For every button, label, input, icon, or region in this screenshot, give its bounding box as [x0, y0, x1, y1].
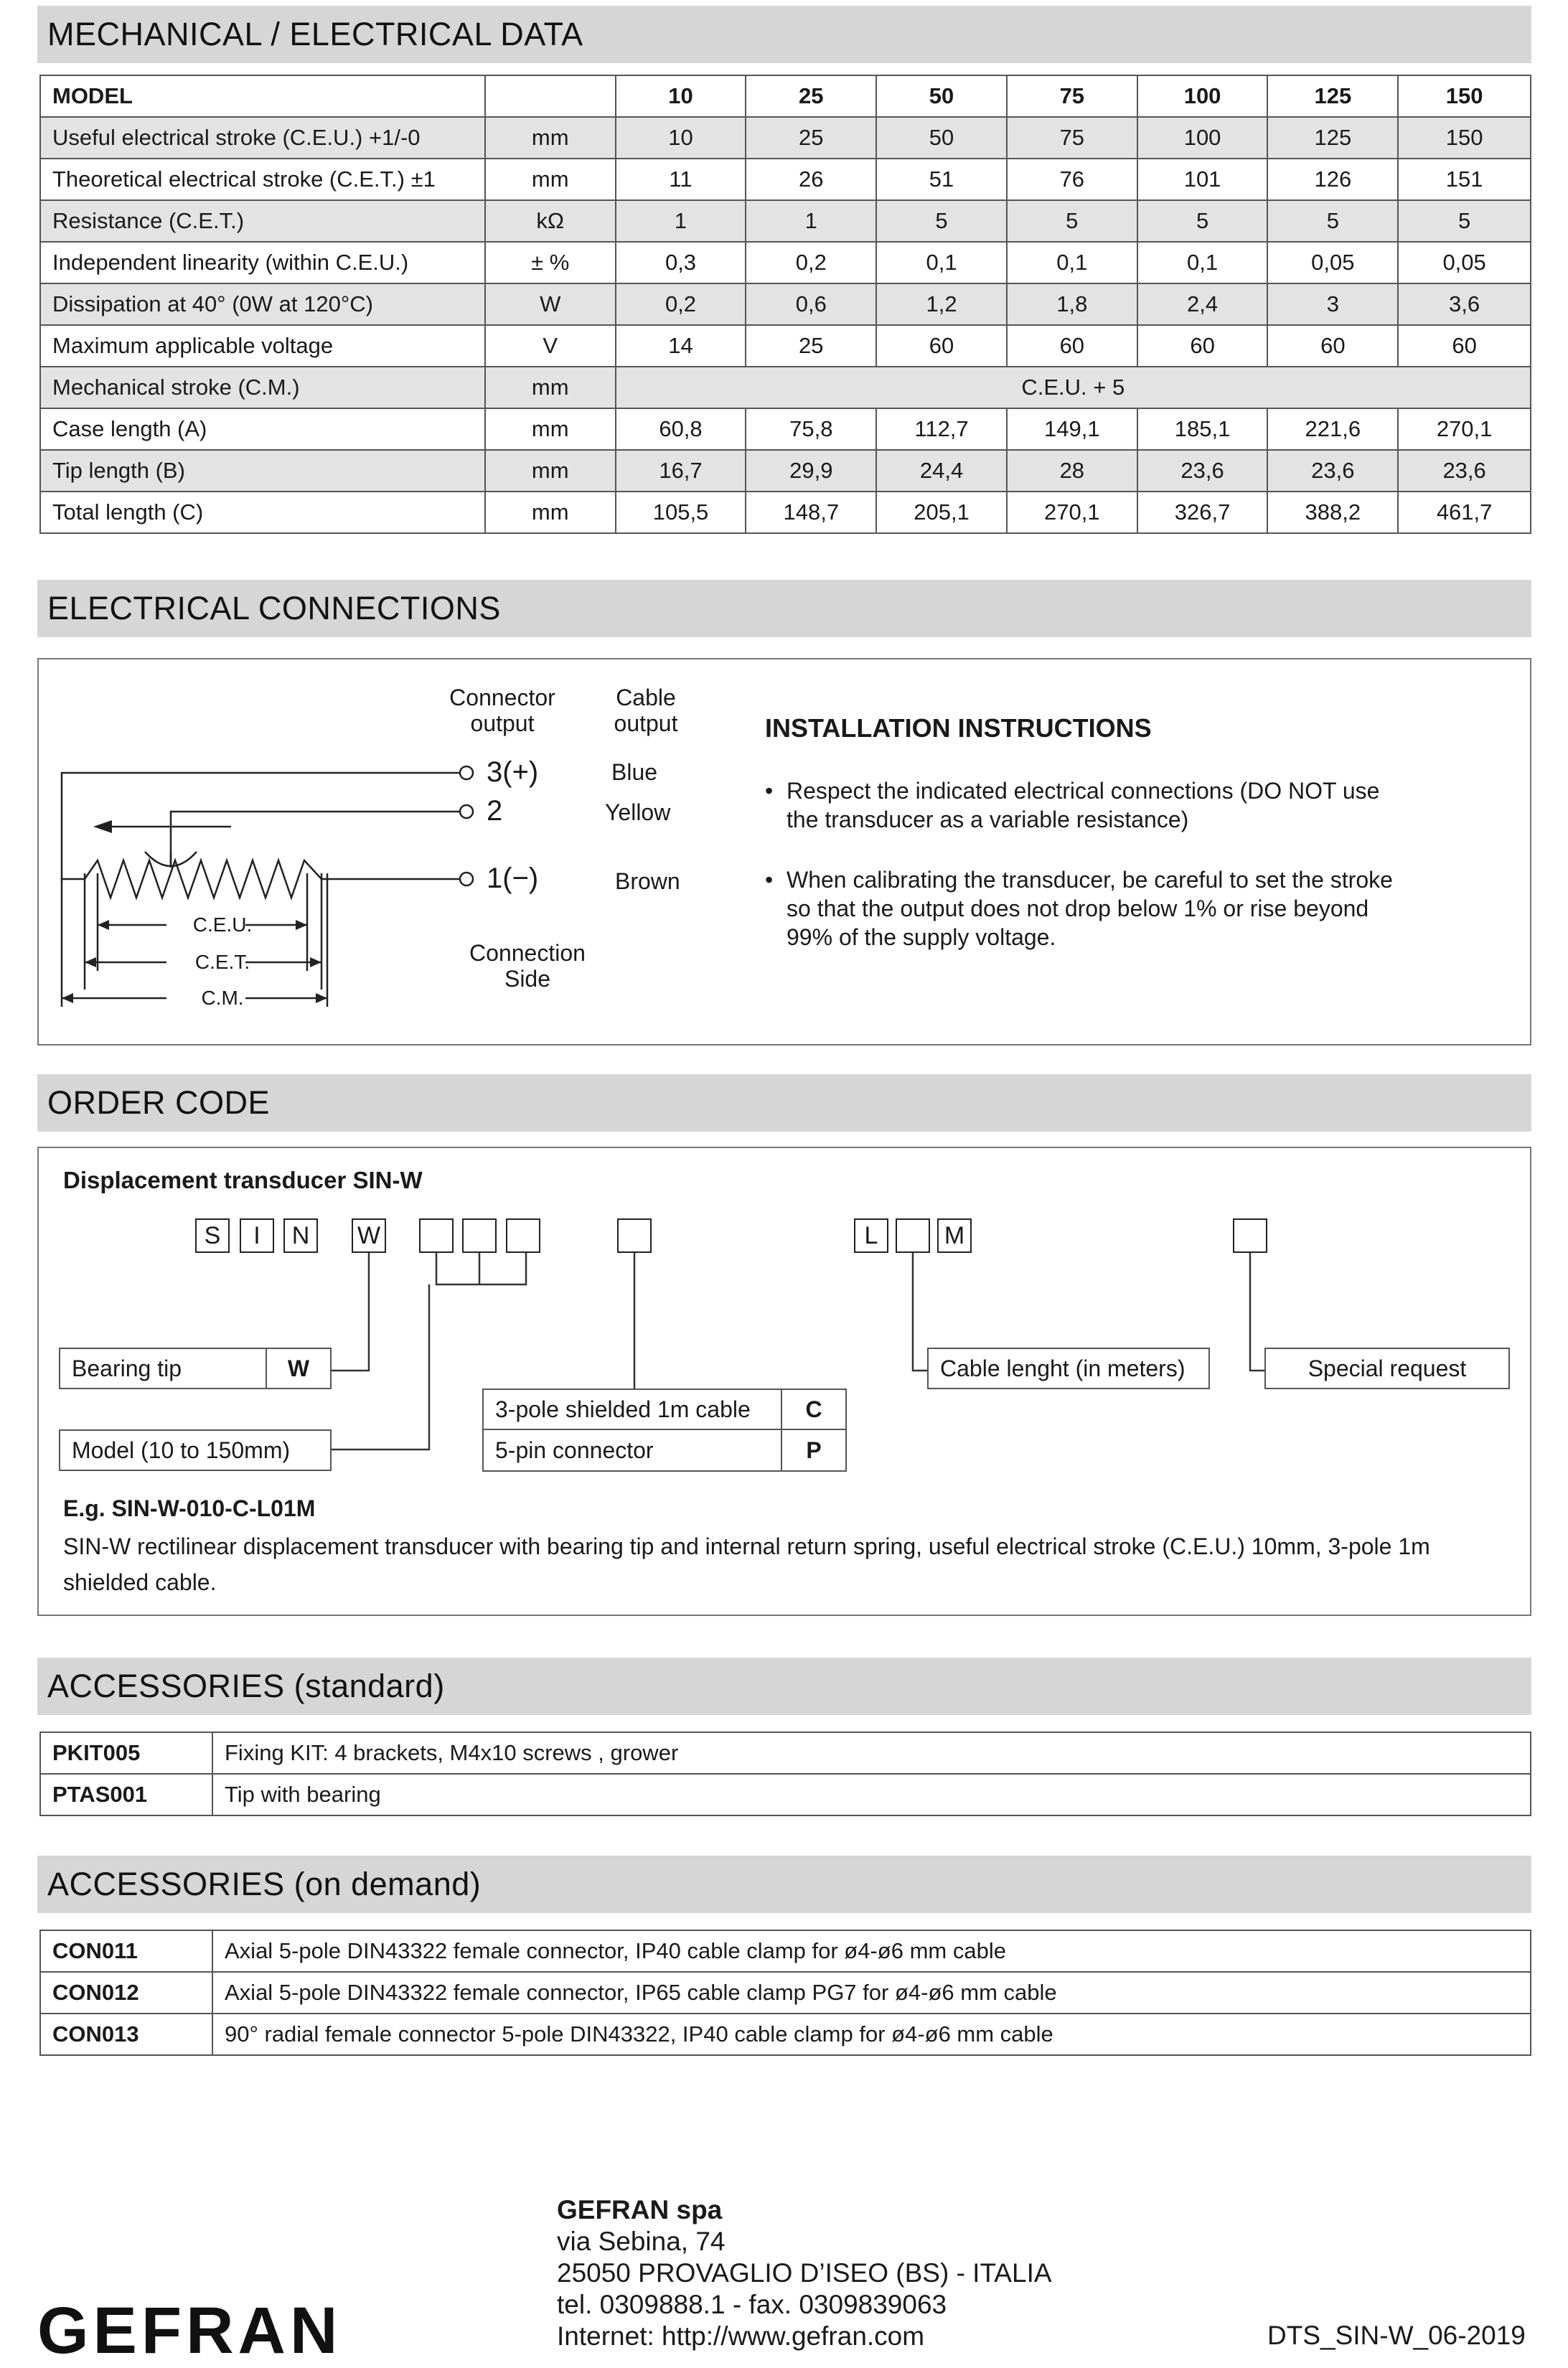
- mech-table-cell: mm: [485, 159, 616, 200]
- accessory-code: CON013: [40, 2014, 212, 2055]
- connector-option-code: P: [781, 1430, 845, 1470]
- code-box-s: S: [195, 1218, 230, 1253]
- mech-table-cell: 5: [1267, 200, 1398, 242]
- accessory-description: Axial 5-pole DIN43322 female connector, IP65 cable clamp PG7 for ø4-ø6 mm cable: [212, 1972, 1531, 2014]
- mech-table-cell: 150: [1398, 117, 1531, 159]
- mech-table-cell: 151: [1398, 159, 1531, 200]
- mech-header-cell: MODEL: [40, 75, 485, 117]
- code-box-i: I: [240, 1218, 274, 1253]
- wire-blue-label: Blue: [611, 759, 658, 785]
- pin2-label: 2: [487, 795, 503, 827]
- connection-side-label: Connection Side: [469, 940, 586, 992]
- install-bullet-1-text: Respect the indicated electrical connections (DO NOT use the transducer as a variable resistance): [787, 778, 1380, 832]
- accessory-code: CON012: [40, 1972, 212, 2014]
- mech-table-cell: 5: [1398, 200, 1531, 242]
- mech-table-cell: 112,7: [876, 408, 1007, 450]
- example-title: E.g. SIN-W-010-C-L01M: [63, 1495, 316, 1521]
- mech-table-cell: 388,2: [1267, 492, 1398, 533]
- mech-table-cell: 149,1: [1007, 408, 1137, 450]
- mech-table-cell: Independent linearity (within C.E.U.): [40, 242, 485, 283]
- pin3-label: 3(+): [487, 756, 539, 788]
- mech-table-cell: 5: [876, 200, 1007, 242]
- mech-table-cell: C.E.U. + 5: [616, 367, 1531, 408]
- install-bullet-2-text: When calibrating the transducer, be careful to set the stroke so that the output does not drop below 1% or rise beyond 99% of the supply voltage.: [787, 867, 1393, 950]
- gefran-logo: GEFRAN: [37, 2294, 342, 2367]
- order-title: Displacement transducer SIN-W: [63, 1167, 423, 1193]
- mech-table-cell: 23,6: [1267, 450, 1398, 492]
- mech-table-cell: 25: [746, 325, 876, 367]
- mech-table-cell: 60: [1398, 325, 1531, 367]
- accessory-row: [40, 1930, 1531, 1972]
- accessories-standard-table: [39, 1732, 1531, 1816]
- wire-yellow-label: Yellow: [605, 799, 671, 825]
- mech-table-cell: Total length (C): [40, 492, 485, 533]
- mech-table-cell: Dissipation at 40° (0W at 120°C): [40, 283, 485, 325]
- mech-table-cell: 3: [1267, 283, 1398, 325]
- document-code: DTS_SIN-W_06-2019: [1267, 2321, 1526, 2350]
- mech-table-cell: 5: [1137, 200, 1268, 242]
- mech-table-cell: 185,1: [1137, 408, 1268, 450]
- accessory-code: CON011: [40, 1930, 212, 1972]
- mech-table-cell: 0,05: [1398, 242, 1531, 283]
- section-accessories-standard: ACCESSORIES (standard): [37, 1658, 1531, 1715]
- mech-table-cell: Theoretical electrical stroke (C.E.T.) ±1: [40, 159, 485, 200]
- accessory-row: [40, 1774, 1531, 1815]
- code-box-l: L: [854, 1218, 888, 1253]
- mech-table-cell: 0,6: [746, 283, 876, 325]
- mech-table-cell: Tip length (B): [40, 450, 485, 492]
- mech-table-cell: mm: [485, 492, 616, 533]
- accessory-code: PKIT005: [40, 1732, 212, 1774]
- accessory-description: 90° radial female connector 5-pole DIN43322, IP40 cable clamp for ø4-ø6 mm cable: [212, 2014, 1531, 2055]
- code-box-m: M: [937, 1218, 972, 1253]
- mech-table-cell: 100: [1137, 117, 1268, 159]
- wire-brown-label: Brown: [615, 868, 680, 894]
- mech-table-cell: 1,2: [876, 283, 1007, 325]
- footer-phone: tel. 0309888.1 - fax. 0309839063: [557, 2290, 947, 2319]
- mech-table-cell: 270,1: [1398, 408, 1531, 450]
- mech-table-cell: 75: [1007, 117, 1137, 159]
- mech-table-cell: 1: [616, 200, 746, 242]
- mech-table-cell: 50: [876, 117, 1007, 159]
- mech-table-cell: 0,1: [1137, 242, 1268, 283]
- mech-table-cell: 125: [1267, 117, 1398, 159]
- section-mechanical-electrical: MECHANICAL / ELECTRICAL DATA: [37, 6, 1531, 63]
- accessory-row: [40, 1732, 1531, 1774]
- cable-length-box: [927, 1348, 1210, 1389]
- bullet-dot: •: [765, 867, 774, 893]
- mech-table-cell: 101: [1137, 159, 1268, 200]
- accessory-code: PTAS001: [40, 1774, 212, 1815]
- mech-table-cell: Case length (A): [40, 408, 485, 450]
- mech-table-cell: 23,6: [1137, 450, 1268, 492]
- mech-table-cell: 60: [1137, 325, 1268, 367]
- mech-table-cell: 28: [1007, 450, 1137, 492]
- mech-table-cell: 126: [1267, 159, 1398, 200]
- mech-table-cell: 148,7: [746, 492, 876, 533]
- mech-table-cell: 60: [876, 325, 1007, 367]
- mech-table-cell: mm: [485, 408, 616, 450]
- mech-table-cell: 24,4: [876, 450, 1007, 492]
- mech-table-cell: 60,8: [616, 408, 746, 450]
- footer-company: GEFRAN spa: [557, 2195, 723, 2224]
- mech-table-cell: 105,5: [616, 492, 746, 533]
- mech-table-cell: mm: [485, 367, 616, 408]
- cable-length-label: Cable lenght (in meters): [940, 1355, 1186, 1381]
- mech-table-cell: 0,1: [1007, 242, 1137, 283]
- bearing-tip-code: W: [266, 1349, 330, 1388]
- mech-table-cell: 1: [746, 200, 876, 242]
- bearing-tip-label: Bearing tip: [72, 1355, 182, 1381]
- mech-table-cell: 10: [616, 117, 746, 159]
- mech-table-cell: 51: [876, 159, 1007, 200]
- pin1-label: 1(−): [487, 863, 539, 894]
- mech-table-cell: 221,6: [1267, 408, 1398, 450]
- mech-table-cell: 0,05: [1267, 242, 1398, 283]
- accessory-description: Tip with bearing: [212, 1774, 1531, 1815]
- mech-table-cell: Resistance (C.E.T.): [40, 200, 485, 242]
- ceu-label: C.E.U.: [192, 913, 253, 936]
- accessory-row: [40, 1972, 1531, 2014]
- mech-table-cell: kΩ: [485, 200, 616, 242]
- mech-table-cell: W: [485, 283, 616, 325]
- mech-table-cell: 60: [1007, 325, 1137, 367]
- mech-table-cell: ± %: [485, 242, 616, 283]
- mech-table-cell: 16,7: [616, 450, 746, 492]
- mech-header-cell: 100: [1137, 75, 1268, 117]
- output-options-box: [482, 1389, 847, 1472]
- output-option-connector: [484, 1430, 845, 1470]
- accessories-on-demand-table: [39, 1930, 1531, 2056]
- mech-table-cell: 3,6: [1398, 283, 1531, 325]
- mech-table-cell: 23,6: [1398, 450, 1531, 492]
- accessory-row: [40, 2014, 1531, 2055]
- output-option-cable: [484, 1390, 845, 1430]
- mech-table-cell: Useful electrical stroke (C.E.U.) +1/-0: [40, 117, 485, 159]
- mech-table-cell: 1,8: [1007, 283, 1137, 325]
- accessory-description: Axial 5-pole DIN43322 female connector, IP40 cable clamp for ø4-ø6 mm cable: [212, 1930, 1531, 1972]
- footer-address: [557, 2194, 1052, 2352]
- mech-table-cell: mm: [485, 450, 616, 492]
- mech-table-cell: 60: [1267, 325, 1398, 367]
- example-text: SIN-W rectilinear displacement transducer with bearing tip and internal return spring, useful electrical stroke (C.E.U.) 10mm, 3-pole 1m shielded cable.: [63, 1533, 1430, 1595]
- code-box-w: W: [352, 1218, 386, 1253]
- cm-label: C.M.: [201, 987, 244, 1009]
- mech-table-cell: 0,2: [746, 242, 876, 283]
- code-box-n: N: [283, 1218, 318, 1253]
- mech-table-cell: mm: [485, 117, 616, 159]
- mech-header-cell: 150: [1398, 75, 1531, 117]
- mech-table-cell: 0,1: [876, 242, 1007, 283]
- cet-label: C.E.T.: [194, 951, 250, 973]
- connector-output-label: Connector output: [449, 685, 555, 736]
- section-accessories-on-demand: ACCESSORIES (on demand): [37, 1856, 1531, 1913]
- footer-website[interactable]: Internet: http://www.gefran.com: [557, 2321, 925, 2351]
- special-request-box: [1264, 1348, 1510, 1389]
- mech-table-cell: 205,1: [876, 492, 1007, 533]
- mech-table-cell: 270,1: [1007, 492, 1137, 533]
- mech-table-cell: 14: [616, 325, 746, 367]
- model-range-box: [59, 1429, 332, 1471]
- section-electrical-connections: ELECTRICAL CONNECTIONS: [37, 580, 1531, 637]
- mech-table-cell: 25: [746, 117, 876, 159]
- mech-table-cell: 26: [746, 159, 876, 200]
- mech-table-cell: 461,7: [1398, 492, 1531, 533]
- mech-table-cell: 75,8: [746, 408, 876, 450]
- cable-option-label: 3-pole shielded 1m cable: [495, 1396, 751, 1422]
- mech-table-cell: 0,2: [616, 283, 746, 325]
- mech-table-cell: 5: [1007, 200, 1137, 242]
- mech-header-cell: 25: [746, 75, 876, 117]
- connector-option-label: 5-pin connector: [495, 1437, 654, 1463]
- mech-table-cell: 76: [1007, 159, 1137, 200]
- mech-header-cell: 10: [616, 75, 746, 117]
- installation-title: INSTALLATION INSTRUCTIONS: [765, 713, 1152, 743]
- bullet-dot: •: [765, 778, 774, 804]
- mech-header-cell: 75: [1007, 75, 1137, 117]
- mech-header-cell: 50: [876, 75, 1007, 117]
- cable-option-code: C: [781, 1390, 845, 1429]
- mech-table-cell: 2,4: [1137, 283, 1268, 325]
- bearing-tip-box: [59, 1348, 332, 1389]
- mech-table-cell: Mechanical stroke (C.M.): [40, 367, 485, 408]
- footer-city: 25050 PROVAGLIO D’ISEO (BS) - ITALIA: [557, 2258, 1052, 2288]
- footer-street: via Sebina, 74: [557, 2227, 726, 2256]
- mech-table-cell: 0,3: [616, 242, 746, 283]
- model-range-label: Model (10 to 150mm): [72, 1437, 291, 1463]
- special-request-label: Special request: [1308, 1355, 1467, 1381]
- cable-output-label: Cable output: [614, 685, 678, 736]
- mech-table-cell: V: [485, 325, 616, 367]
- mech-table-cell: 29,9: [746, 450, 876, 492]
- section-order-code: ORDER CODE: [37, 1074, 1531, 1132]
- mech-table-cell: 326,7: [1137, 492, 1268, 533]
- accessory-description: Fixing KIT: 4 brackets, M4x10 screws , grower: [212, 1732, 1531, 1774]
- mech-table-cell: Maximum applicable voltage: [40, 325, 485, 367]
- mech-table-cell: 11: [616, 159, 746, 200]
- mech-header-cell: 125: [1267, 75, 1398, 117]
